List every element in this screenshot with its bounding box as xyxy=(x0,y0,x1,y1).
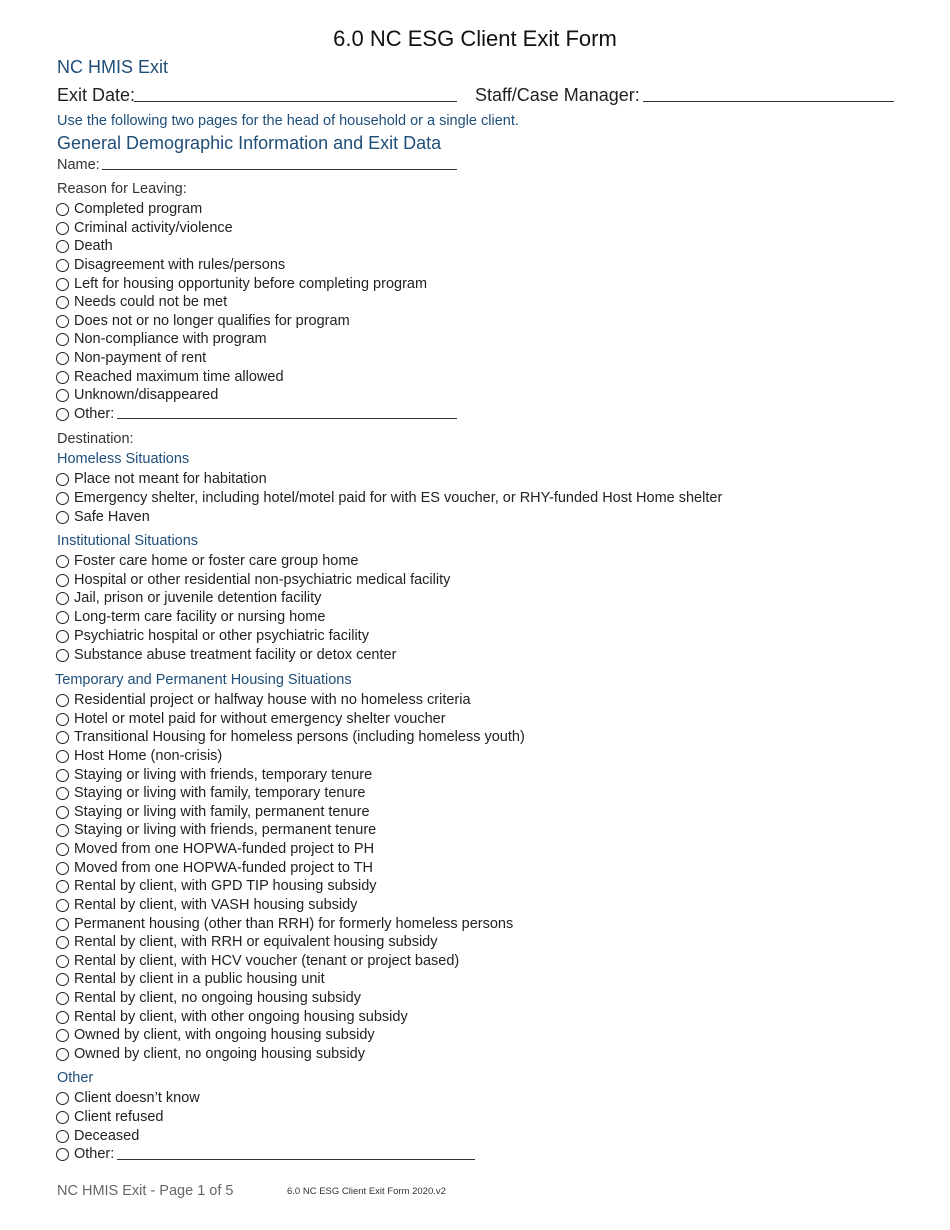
radio-circle-icon xyxy=(56,936,69,949)
reason-option[interactable]: Non-compliance with program xyxy=(56,330,267,348)
reason-option[interactable]: Left for housing opportunity before completing program xyxy=(56,275,427,293)
destination-option[interactable]: Client refused xyxy=(56,1108,163,1126)
radio-circle-icon xyxy=(56,1048,69,1061)
destination-option[interactable]: Residential project or halfway house with no homeless criteria xyxy=(56,691,471,709)
destination-option[interactable]: Foster care home or foster care group home xyxy=(56,552,359,570)
destination-option[interactable]: Rental by client, with HCV voucher (tenant or project based) xyxy=(56,952,459,970)
destination-option[interactable]: Rental by client, with VASH housing subsidy xyxy=(56,896,357,914)
radio-circle-icon xyxy=(56,296,69,309)
destination-option[interactable]: Rental by client, no ongoing housing subsidy xyxy=(56,989,361,1007)
radio-circle-icon xyxy=(56,750,69,763)
destination-option[interactable]: Staying or living with family, temporary tenure xyxy=(56,784,365,802)
radio-circle-icon xyxy=(56,1092,69,1105)
destination-option[interactable]: Host Home (non-crisis) xyxy=(56,747,222,765)
radio-circle-icon xyxy=(56,511,69,524)
destination-option[interactable]: Moved from one HOPWA-funded project to PH xyxy=(56,840,374,858)
radio-circle-icon xyxy=(56,918,69,931)
destination-option[interactable]: Psychiatric hospital or other psychiatric facility xyxy=(56,627,369,645)
radio-circle-icon xyxy=(56,1029,69,1042)
reason-option[interactable]: Unknown/disappeared xyxy=(56,386,218,404)
reason-other-field[interactable] xyxy=(117,418,457,419)
destination-option[interactable]: Hotel or motel paid for without emergency shelter voucher xyxy=(56,710,446,728)
name-field[interactable] xyxy=(102,169,457,170)
form-subtitle: NC HMIS Exit xyxy=(57,57,169,77)
destination-label: Destination: xyxy=(57,431,134,447)
destination-other-option[interactable]: Other: xyxy=(56,1145,114,1163)
radio-circle-icon xyxy=(56,333,69,346)
other-heading: Other xyxy=(57,1070,94,1086)
destination-option[interactable]: Rental by client, with GPD TIP housing subsidy xyxy=(56,877,377,895)
reason-label: Reason for Leaving: xyxy=(57,181,187,197)
destination-option[interactable]: Staying or living with family, permanent tenure xyxy=(56,803,370,821)
radio-circle-icon xyxy=(56,955,69,968)
destination-option[interactable]: Emergency shelter, including hotel/motel paid for with ES voucher, or RHY-funded Host Home shelter xyxy=(56,489,722,507)
radio-circle-icon xyxy=(56,824,69,837)
housing-heading: Temporary and Permanent Housing Situations xyxy=(55,672,352,688)
exit-date-field[interactable] xyxy=(134,101,457,102)
radio-circle-icon xyxy=(56,352,69,365)
reason-option[interactable]: Needs could not be met xyxy=(56,293,227,311)
radio-circle-icon xyxy=(56,1111,69,1124)
reason-option[interactable]: Death xyxy=(56,237,113,255)
instruction-text: Use the following two pages for the head of household or a single client. xyxy=(57,113,519,129)
destination-option[interactable]: Moved from one HOPWA-funded project to TH xyxy=(56,859,373,877)
radio-circle-icon xyxy=(56,259,69,272)
radio-circle-icon xyxy=(56,973,69,986)
reason-option[interactable]: Reached maximum time allowed xyxy=(56,368,284,386)
institutional-heading: Institutional Situations xyxy=(57,533,199,549)
radio-circle-icon xyxy=(56,694,69,707)
destination-option[interactable]: Deceased xyxy=(56,1127,139,1145)
radio-circle-icon xyxy=(56,787,69,800)
radio-circle-icon xyxy=(56,862,69,875)
destination-option[interactable]: Transitional Housing for homeless persons (including homeless youth) xyxy=(56,728,525,746)
destination-option[interactable]: Owned by client, no ongoing housing subsidy xyxy=(56,1045,365,1063)
staff-label: Staff/Case Manager: xyxy=(475,85,640,105)
destination-option[interactable]: Client doesn’t know xyxy=(56,1089,200,1107)
radio-circle-icon xyxy=(56,713,69,726)
reason-other-option[interactable]: Other: xyxy=(56,405,114,423)
reason-option[interactable]: Non-payment of rent xyxy=(56,349,206,367)
reason-option[interactable]: Disagreement with rules/persons xyxy=(56,256,285,274)
radio-circle-icon xyxy=(56,880,69,893)
radio-circle-icon xyxy=(56,222,69,235)
radio-circle-icon xyxy=(56,649,69,662)
radio-circle-icon xyxy=(56,592,69,605)
destination-option[interactable]: Rental by client in a public housing unit xyxy=(56,970,325,988)
destination-option[interactable]: Safe Haven xyxy=(56,508,150,526)
footer-form-version: 6.0 NC ESG Client Exit Form 2020.v2 xyxy=(287,1186,446,1197)
reason-option[interactable]: Criminal activity/violence xyxy=(56,219,233,237)
exit-date-label: Exit Date: xyxy=(57,85,136,105)
radio-circle-icon xyxy=(56,1148,69,1161)
radio-circle-icon xyxy=(56,555,69,568)
radio-circle-icon xyxy=(56,203,69,216)
destination-option[interactable]: Staying or living with friends, temporary tenure xyxy=(56,766,372,784)
staff-field[interactable] xyxy=(643,101,894,102)
name-label: Name: xyxy=(57,157,100,173)
radio-circle-icon xyxy=(56,408,69,421)
destination-option[interactable]: Rental by client, with RRH or equivalent housing subsidy xyxy=(56,933,438,951)
radio-circle-icon xyxy=(56,630,69,643)
destination-option[interactable]: Place not meant for habitation xyxy=(56,470,267,488)
homeless-heading: Homeless Situations xyxy=(57,451,190,467)
radio-circle-icon xyxy=(56,731,69,744)
radio-circle-icon xyxy=(56,278,69,291)
radio-circle-icon xyxy=(56,611,69,624)
radio-circle-icon xyxy=(56,992,69,1005)
reason-option[interactable]: Completed program xyxy=(56,200,202,218)
form-title: 6.0 NC ESG Client Exit Form xyxy=(333,26,617,51)
radio-circle-icon xyxy=(56,492,69,505)
radio-circle-icon xyxy=(56,843,69,856)
radio-circle-icon xyxy=(56,240,69,253)
radio-circle-icon xyxy=(56,371,69,384)
radio-circle-icon xyxy=(56,806,69,819)
radio-circle-icon xyxy=(56,473,69,486)
destination-option[interactable]: Permanent housing (other than RRH) for formerly homeless persons xyxy=(56,915,513,933)
destination-other-field[interactable] xyxy=(117,1159,475,1160)
destination-option[interactable]: Long-term care facility or nursing home xyxy=(56,608,325,626)
footer-page: NC HMIS Exit - Page 1 of 5 xyxy=(57,1183,234,1199)
destination-option[interactable]: Substance abuse treatment facility or detox center xyxy=(56,646,396,664)
destination-option[interactable]: Jail, prison or juvenile detention facility xyxy=(56,589,321,607)
radio-circle-icon xyxy=(56,899,69,912)
radio-circle-icon xyxy=(56,315,69,328)
destination-option[interactable]: Rental by client, with other ongoing housing subsidy xyxy=(56,1008,408,1026)
radio-circle-icon xyxy=(56,1130,69,1143)
radio-circle-icon xyxy=(56,389,69,402)
destination-option[interactable]: Owned by client, with ongoing housing subsidy xyxy=(56,1026,375,1044)
radio-circle-icon xyxy=(56,769,69,782)
reason-option[interactable]: Does not or no longer qualifies for program xyxy=(56,312,350,330)
destination-option[interactable]: Staying or living with friends, permanent tenure xyxy=(56,821,376,839)
radio-circle-icon xyxy=(56,574,69,587)
destination-option[interactable]: Hospital or other residential non-psychiatric medical facility xyxy=(56,571,450,589)
section-title: General Demographic Information and Exit Data xyxy=(57,133,442,153)
radio-circle-icon xyxy=(56,1011,69,1024)
